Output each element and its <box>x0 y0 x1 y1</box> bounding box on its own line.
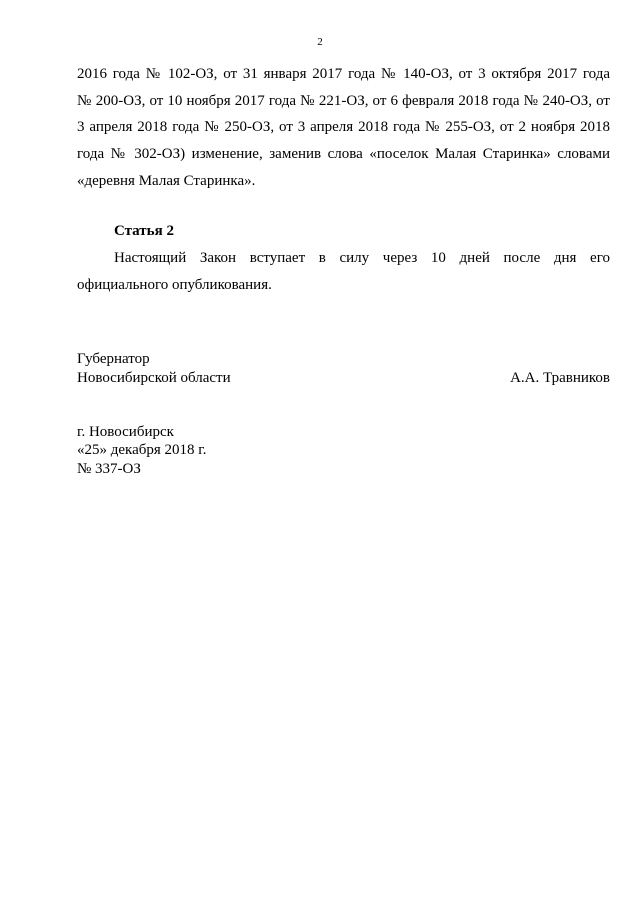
paragraph-line: № 200-ОЗ, от 10 ноября 2017 года № 221-ОЗ, от 6 февраля 2018 года № 240-ОЗ, от <box>77 93 610 109</box>
date: «25» декабря 2018 г. <box>77 442 207 458</box>
signature-region: Новосибирской области <box>77 370 231 386</box>
page-number: 2 <box>317 36 323 48</box>
place: г. Новосибирск <box>77 424 174 440</box>
paragraph-line: «деревня Малая Старинка». <box>77 173 256 189</box>
paragraph-line: 3 апреля 2018 года № 250-ОЗ, от 3 апреля 2018 года № 255-ОЗ, от 2 ноября 2018 <box>77 119 610 135</box>
article-line: Настоящий Закон вступает в силу через 10 дней после дня его <box>114 250 610 266</box>
article-line: официального опубликования. <box>77 277 272 293</box>
paragraph-line: года № 302-ОЗ) изменение, заменив слова «поселок Малая Старинка» словами <box>77 146 610 162</box>
paragraph-line: 2016 года № 102-ОЗ, от 31 января 2017 года № 140-ОЗ, от 3 октября 2017 года <box>77 66 610 82</box>
signatory-name: А.А. Травников <box>510 370 610 386</box>
article-heading: Статья 2 <box>114 223 174 239</box>
law-number: № 337-ОЗ <box>77 461 141 477</box>
signature-title: Губернатор <box>77 351 150 367</box>
